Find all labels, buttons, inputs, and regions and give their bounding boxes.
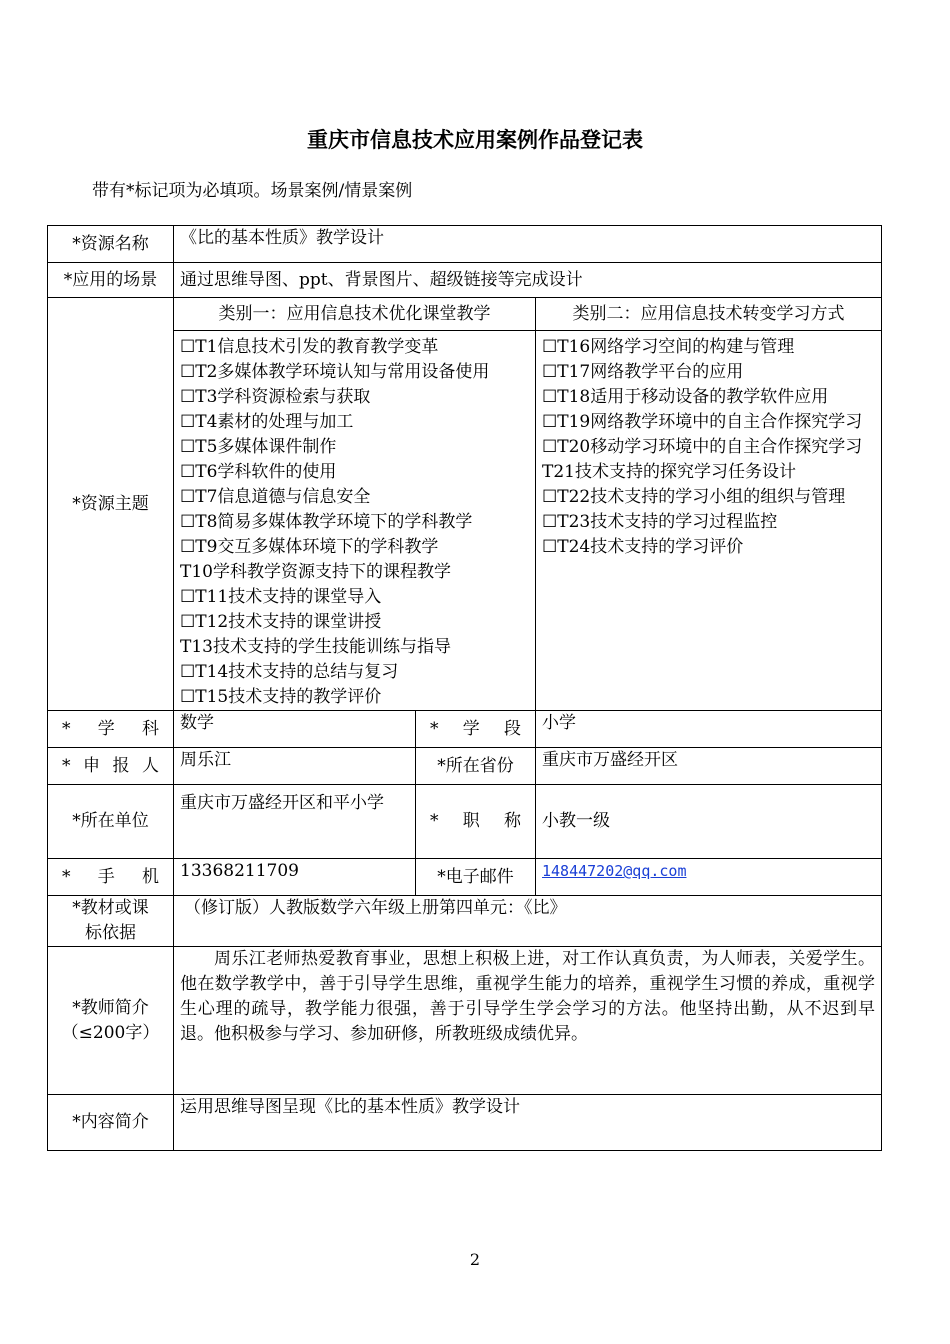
topic-item: ☐T20移动学习环境中的自主合作探究学习: [542, 437, 863, 457]
email-cell: [536, 859, 882, 896]
subject-label: *学科: [48, 711, 174, 748]
phone-label: *手机: [48, 859, 174, 896]
topic-item: ☐T15技术支持的教学评价: [180, 687, 382, 707]
topic-item: ☐T18适用于移动设备的教学软件应用: [542, 387, 829, 407]
required-note: 带有*标记项为必填项。场景案例/情景案例: [92, 181, 413, 201]
bio-word-limit: （≤200字）: [61, 1022, 160, 1043]
bio-label-cell: [48, 947, 174, 1095]
theme-label: *资源主题: [48, 298, 174, 711]
category-one-list: [174, 331, 536, 711]
topic-item: ☐T14技术支持的总结与复习: [180, 662, 399, 682]
email-link[interactable]: 148447202@qq.com: [542, 862, 687, 880]
resource-name-label: *资源名称: [48, 226, 174, 263]
topic-item: ☐T4素材的处理与加工: [180, 412, 354, 432]
topic-item: ☐T8简易多媒体教学环境下的学科教学: [180, 512, 473, 532]
content-value: 运用思维导图呈现《比的基本性质》教学设计: [174, 1095, 882, 1151]
category-two-heading: 类别二：应用信息技术转变学习方式: [536, 298, 882, 331]
textbook-label: *教材或课标依据: [48, 896, 174, 947]
stage-value: 小学: [536, 711, 882, 748]
topic-item: ☐T11技术支持的课堂导入: [180, 587, 382, 607]
unit-label: *所在单位: [48, 785, 174, 859]
page-number: 2: [469, 1250, 481, 1269]
resource-name-value: 《比的基本性质》教学设计: [174, 226, 882, 263]
topic-item: ☐T1信息技术引发的教育教学变革: [180, 337, 439, 357]
registration-form: [47, 225, 882, 1151]
topic-item: ☐T2多媒体教学环境认知与常用设备使用: [180, 362, 490, 382]
category-two-list: [536, 331, 882, 711]
rank-label: *职称: [416, 785, 536, 859]
province-value: 重庆市万盛经开区: [536, 748, 882, 785]
topic-item: ☐T6学科软件的使用: [180, 462, 337, 482]
rank-value: 小教一级: [536, 785, 882, 859]
topic-item: ☐T5多媒体课件制作: [180, 437, 337, 457]
content-label: *内容简介: [48, 1095, 174, 1151]
unit-value: 重庆市万盛经开区和平小学: [174, 785, 416, 859]
phone-value: 13368211709: [174, 859, 416, 896]
topic-item: ☐T3学科资源检索与获取: [180, 387, 371, 407]
bio-label: *教师简介: [72, 997, 149, 1018]
page-title: 重庆市信息技术应用案例作品登记表: [307, 128, 643, 152]
topic-item: ☐T23技术支持的学习过程监控: [542, 512, 778, 532]
topic-item: ☐T12技术支持的课堂讲授: [180, 612, 382, 632]
subject-value: 数学: [174, 711, 416, 748]
topic-item: ☐T9交互多媒体环境下的学科教学: [180, 537, 439, 557]
stage-label: *学段: [416, 711, 536, 748]
topic-item: T21技术支持的探究学习任务设计: [542, 462, 796, 482]
applicant-value: 周乐江: [174, 748, 416, 785]
topic-item: T13技术支持的学生技能训练与指导: [180, 637, 451, 657]
category-one-heading: 类别一：应用信息技术优化课堂教学: [174, 298, 536, 331]
textbook-value: （修订版）人教版数学六年级上册第四单元：《比》: [174, 896, 882, 947]
province-label: *所在省份: [416, 748, 536, 785]
scene-label: *应用的场景: [48, 263, 174, 298]
topic-item: ☐T7信息道德与信息安全: [180, 487, 371, 507]
topic-item: T10学科教学资源支持下的课程教学: [180, 562, 451, 582]
bio-value: 周乐江老师热爱教育事业，思想上积极上进，对工作认真负责，为人师表，关爱学生。他在数学教学中，善于引导学生思维，重视学生能力的培养，重视学生习惯的养成，重视学生心理的疏导，教学能力很强，善于引导学生学会学习的方法。他坚持出勤，从不迟到早退。他积极参与学习、参加研修，所教班级成绩优异。: [174, 947, 882, 1095]
email-label: *电子邮件: [416, 859, 536, 896]
topic-item: ☐T16网络学习空间的构建与管理: [542, 337, 795, 357]
applicant-label: *申报人: [48, 748, 174, 785]
scene-value: 通过思维导图、ppt、背景图片、超级链接等完成设计: [174, 263, 882, 298]
topic-item: ☐T24技术支持的学习评价: [542, 537, 744, 557]
topic-item: ☐T19网络教学环境中的自主合作探究学习: [542, 412, 863, 432]
topic-item: ☐T17网络教学平台的应用: [542, 362, 744, 382]
topic-item: ☐T22技术支持的学习小组的组织与管理: [542, 487, 846, 507]
